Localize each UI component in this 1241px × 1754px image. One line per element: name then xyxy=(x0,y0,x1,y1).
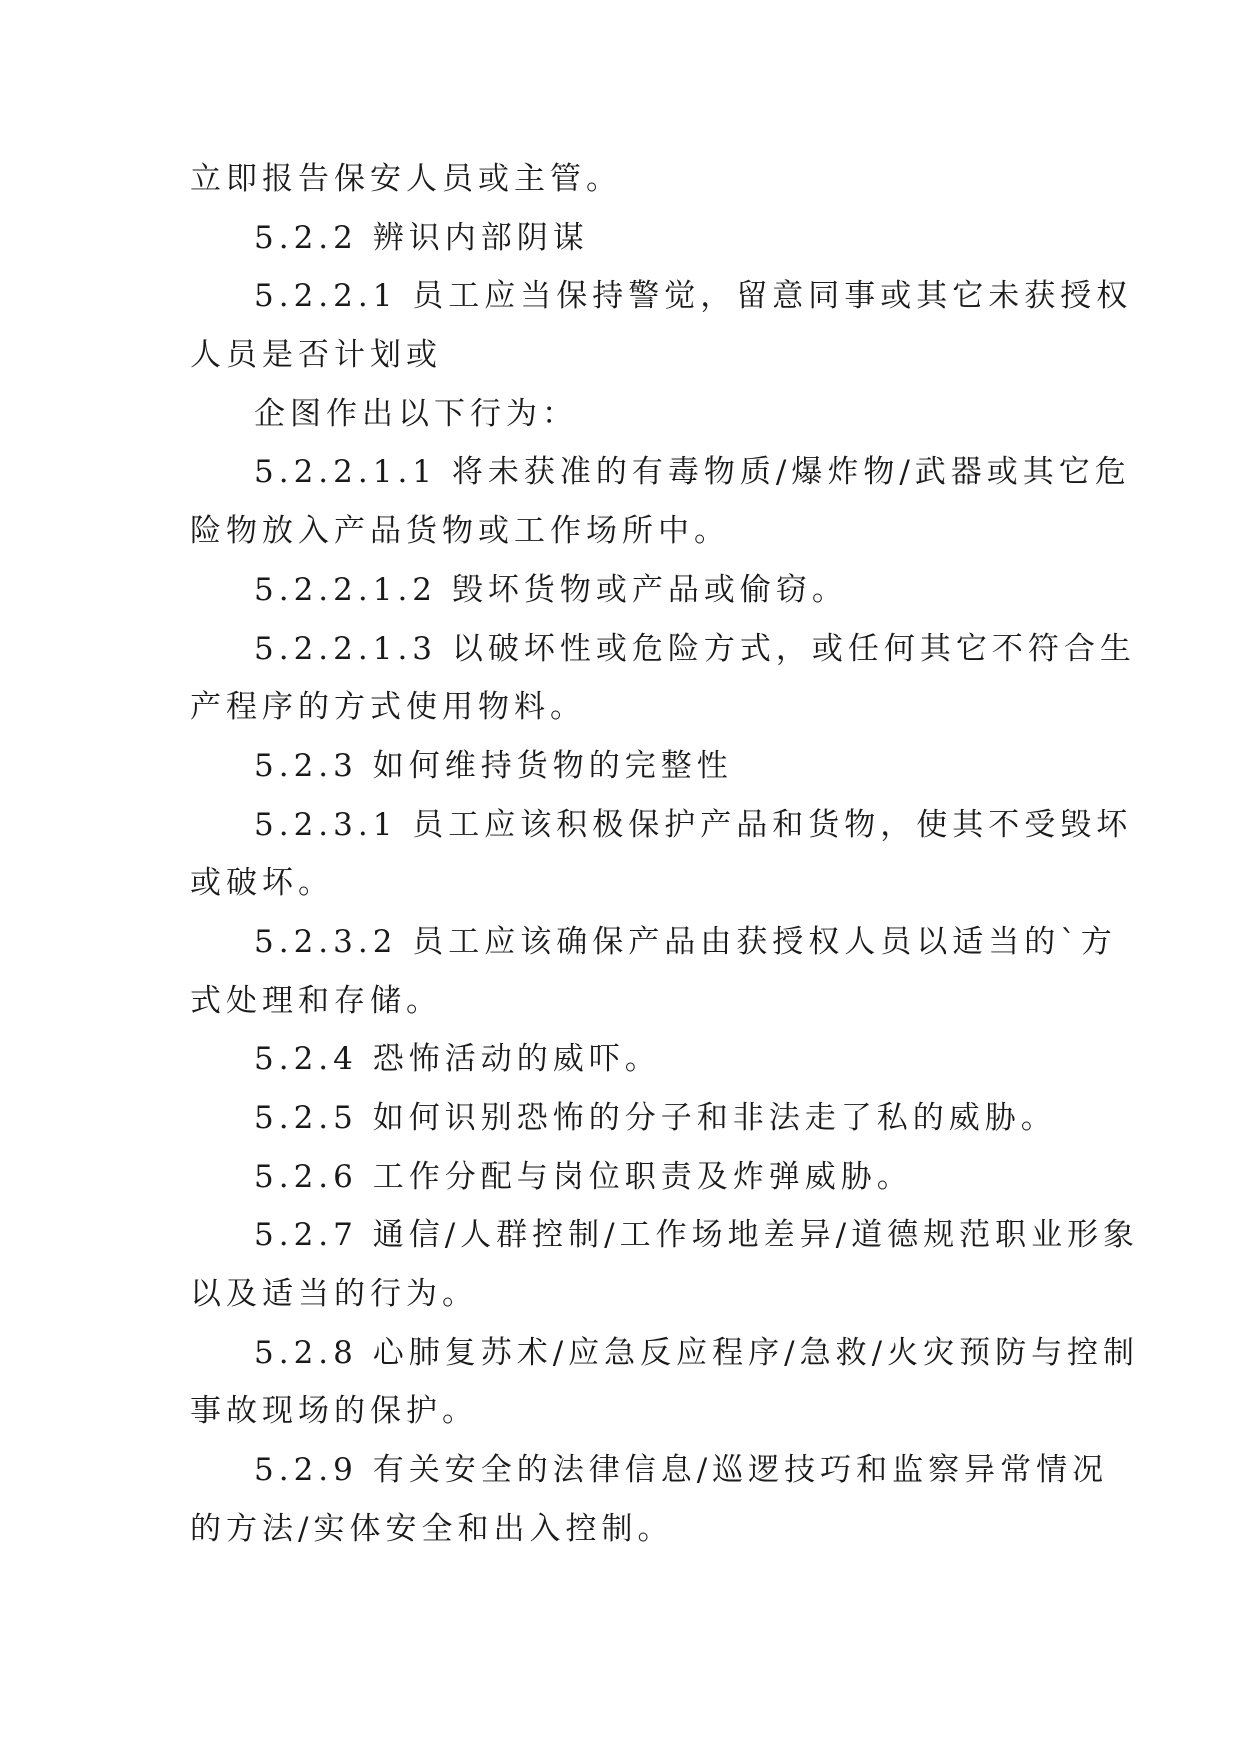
text-line-24: 的方法/实体安全和出入控制。 xyxy=(190,1510,674,1547)
text-line-1: 立即报告保安人员或主管。 xyxy=(190,161,622,197)
text-line-15: 式处理和存储。 xyxy=(190,982,442,1019)
text-line-13: 或破坏。 xyxy=(190,865,334,902)
text-line-4: 人员是否计划或 xyxy=(190,337,442,374)
text-line-17: 5.2.5 如何识别恐怖的分子和非法走了私的威胁。 xyxy=(254,1100,1057,1136)
text-line-21: 5.2.8 心肺复苏术/应急反应程序/急救/火灾预防与控制 xyxy=(254,1334,1140,1371)
text-line-16: 5.2.4 恐怖活动的威吓。 xyxy=(254,1041,661,1078)
text-line-14: 5.2.3.2 员工应该确保产品由获授权人员以适当的`方 xyxy=(254,923,1117,960)
text-line-10: 产程序的方式使用物料。 xyxy=(190,689,586,726)
text-line-3: 5.2.2.1 员工应当保持警觉，留意同事或其它未获授权 xyxy=(254,278,1133,315)
text-line-9: 5.2.2.1.3 以破坏性或危险方式，或任何其它不符合生 xyxy=(254,630,1136,667)
text-line-12: 5.2.3.1 员工应该积极保护产品和货物，使其不受毁坏 xyxy=(254,806,1133,843)
text-line-20: 以及适当的行为。 xyxy=(190,1276,478,1313)
text-line-19: 5.2.7 通信/人群控制/工作场地差异/道德规范职业形象 xyxy=(254,1217,1140,1254)
text-line-5: 企图作出以下行为： xyxy=(254,395,578,432)
text-line-6: 5.2.2.1.1 将未获准的有毒物质/爆炸物/武器或其它危 xyxy=(254,454,1131,491)
text-line-11: 5.2.3 如何维持货物的完整性 xyxy=(254,747,733,784)
document-body xyxy=(190,150,1140,1559)
text-line-8: 5.2.2.1.2 毁坏货物或产品或偷窃。 xyxy=(254,571,848,608)
text-line-22: 事故现场的保护。 xyxy=(190,1393,478,1430)
text-line-23: 5.2.9 有关安全的法律信息/巡逻技巧和监察异常情况 xyxy=(254,1452,1109,1489)
text-line-18: 5.2.6 工作分配与岗位职责及炸弹威胁。 xyxy=(254,1158,913,1195)
text-line-2: 5.2.2 辨识内部阴谋 xyxy=(254,219,589,256)
text-line-7: 险物放入产品货物或工作场所中。 xyxy=(190,513,730,550)
